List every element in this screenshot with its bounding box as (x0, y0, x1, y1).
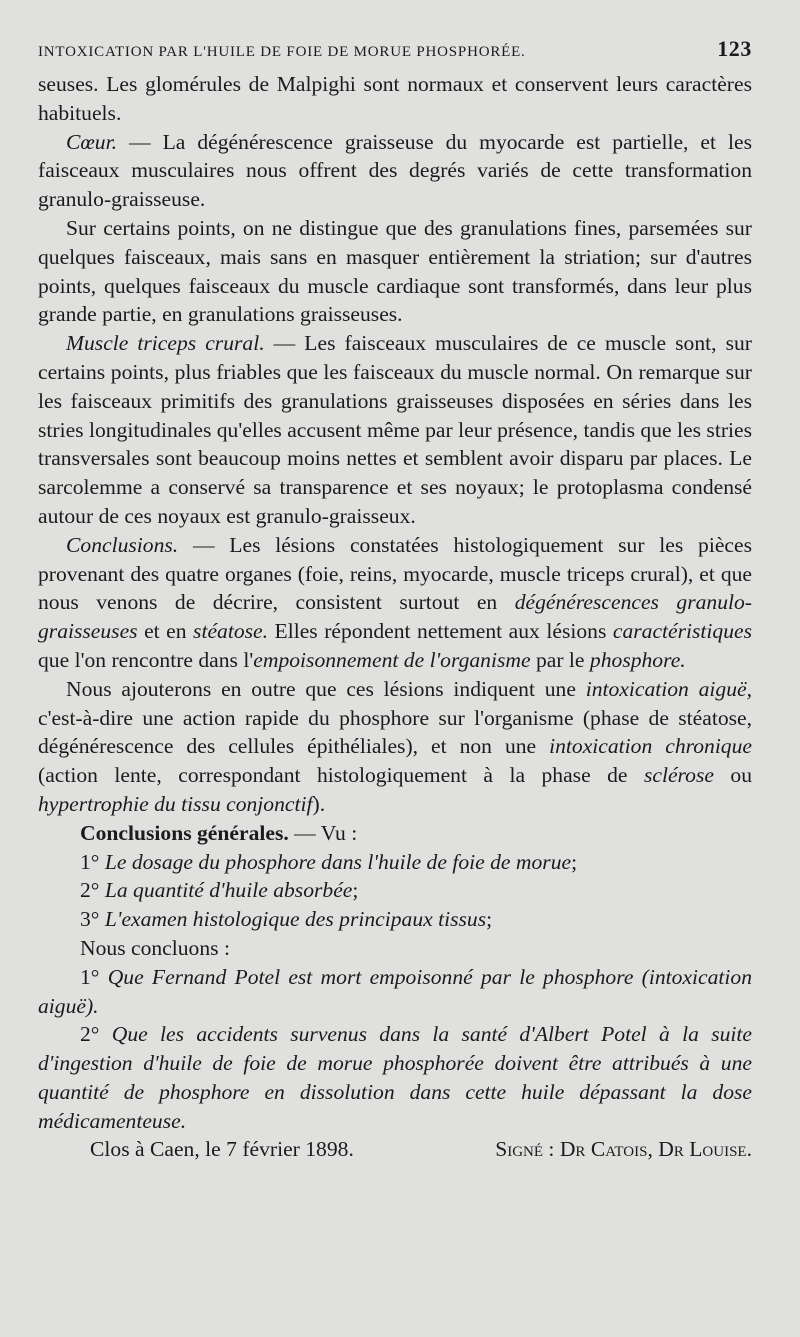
nous-concluons-text: Nous concluons : (80, 935, 230, 960)
conclusion-2 (38, 1020, 752, 1135)
item2-num: 2° (80, 878, 100, 903)
coeur-label: Cœur. (66, 129, 118, 154)
p5-i2: stéatose. (193, 619, 269, 644)
p6-b: c'est-à-dire une action rapide du phosphore sur l'organisme (phase de stéatose, dégénérescence des cellules épithéliales), et non une (38, 705, 752, 759)
conclusions-vu: — Vu : (288, 820, 358, 845)
paragraph-conclusions (38, 531, 752, 675)
p1-text: seuses. Les glomérules de Malpighi sont normaux et conservent leurs caractères habituels. (38, 72, 752, 125)
paragraph-granulations (38, 214, 752, 329)
signature-line (38, 1135, 752, 1164)
conclusion-1 (38, 963, 752, 1021)
place-date: Clos à Caen, le 7 février 1898. (90, 1137, 354, 1162)
conclusions-generales-heading (38, 819, 752, 848)
c2-num: 2° (80, 1022, 100, 1047)
p6-a: Nous ajouterons en outre que ces lésions indiquent une (66, 676, 586, 701)
p6-e: ). (312, 791, 326, 816)
p3-text: Sur certains points, on ne distingue que des granulations fines, parsemées sur quelques faisceaux, mais sans en masquer entièrement la striation; sur d'autres points, quelques faisceaux du muscle cardiaque sont transformés, dans leur plus grande partie, en granulations graisseuses. (38, 215, 752, 327)
item3-num: 3° (80, 907, 100, 932)
list-item-1 (38, 848, 752, 877)
item1-text: Le dosage du phosphore dans l'huile de foie de morue (104, 849, 572, 874)
c2-text: Que les accidents survenus dans la santé d'Albert Potel à la suite d'ingestion d'huile de foie de morue phosphorée doivent être attribués à une quantité de phosphore en dissolution dans cette huile dépassant la dose médicamenteuse. (38, 1022, 753, 1133)
item3-end: ; (486, 907, 493, 932)
p5-d: que l'on rencontre dans l' (38, 647, 254, 672)
p5-i4: empoisonnement de l'organisme (253, 647, 531, 672)
p6-i2: intoxication chronique (549, 734, 752, 759)
triceps-label: Muscle triceps crural. (66, 331, 265, 356)
conclusions-label: Conclusions. (66, 532, 179, 557)
running-title: INTOXICATION PAR L'HUILE DE FOIE DE MORUE PHOSPHORÉE. (38, 44, 526, 60)
p6-i3: sclérose (643, 763, 714, 788)
conclusions-generales-title: Conclusions générales. (80, 820, 289, 845)
item2-text: La quantité d'huile absorbée (104, 878, 353, 903)
list-item-3 (38, 905, 752, 934)
item2-end: ; (352, 878, 359, 903)
paragraph-triceps (38, 329, 752, 531)
c1-num: 1° (80, 964, 100, 989)
p5-e: par le (530, 647, 590, 672)
page-number: 123 (717, 36, 752, 61)
p6-i4: hypertrophie du tissu conjonctif (38, 791, 313, 816)
p5-c: Elles répondent nettement aux lésions (268, 619, 613, 644)
running-header (38, 36, 752, 62)
p5-i1: dégénérescences granulo-graisseuses (38, 590, 753, 644)
paragraph-coeur (38, 128, 752, 214)
p5-i3: caractéristiques (612, 619, 752, 644)
p5-b: et en (137, 619, 194, 644)
nous-concluons (38, 934, 752, 963)
body-text (38, 70, 752, 1164)
list-item-2 (38, 876, 752, 905)
p6-c: (action lente, correspondant histologiquement à la phase de (38, 763, 644, 788)
p6-i1: intoxication aiguë, (585, 676, 752, 701)
coeur-text: — La dégénérescence graisseuse du myocarde est partielle, et les faisceaux musculaires nous offrent des degrés variés de cette transformation granulo-graisseuse. (38, 129, 752, 212)
paragraph-ajouterons (38, 675, 752, 819)
p5-a: — Les lésions constatées histologiquement sur les pièces provenant des quatre organes (foie, reins, myocarde, muscle triceps crural), et que nous venons de décrire, consistent surtout en (38, 532, 752, 615)
p6-d: ou (713, 763, 752, 788)
paragraph-1 (38, 70, 752, 128)
c1-text: Que Fernand Potel est mort empoisonné par le phosphore (107, 964, 634, 989)
triceps-text: — Les faisceaux musculaires de ce muscle sont, sur certains points, plus friables que les faisceaux du muscle normal. On remarque sur les faisceaux primitifs des granulations graisseuses disposées en séries dans les stries longitudinales qu'elles accusent même par leur présence, tandis que les stries transversales sont beaucoup moins nettes et semblent avoir disparu par places. Le sarcolemme a conservé sa transparence et ses noyaux; le protoplasma condensé autour de ces noyaux est granulo-graisseux. (38, 331, 752, 528)
signatories: Signé : Dr Catois, Dr Louise. (495, 1137, 752, 1162)
item1-end: ; (571, 849, 578, 874)
p5-i5: phosphore. (589, 647, 686, 672)
item3-text: L'examen histologique des principaux tissus (104, 907, 487, 932)
item1-num: 1° (80, 849, 100, 874)
c1-paren: (intoxication aiguë). (38, 964, 753, 1018)
